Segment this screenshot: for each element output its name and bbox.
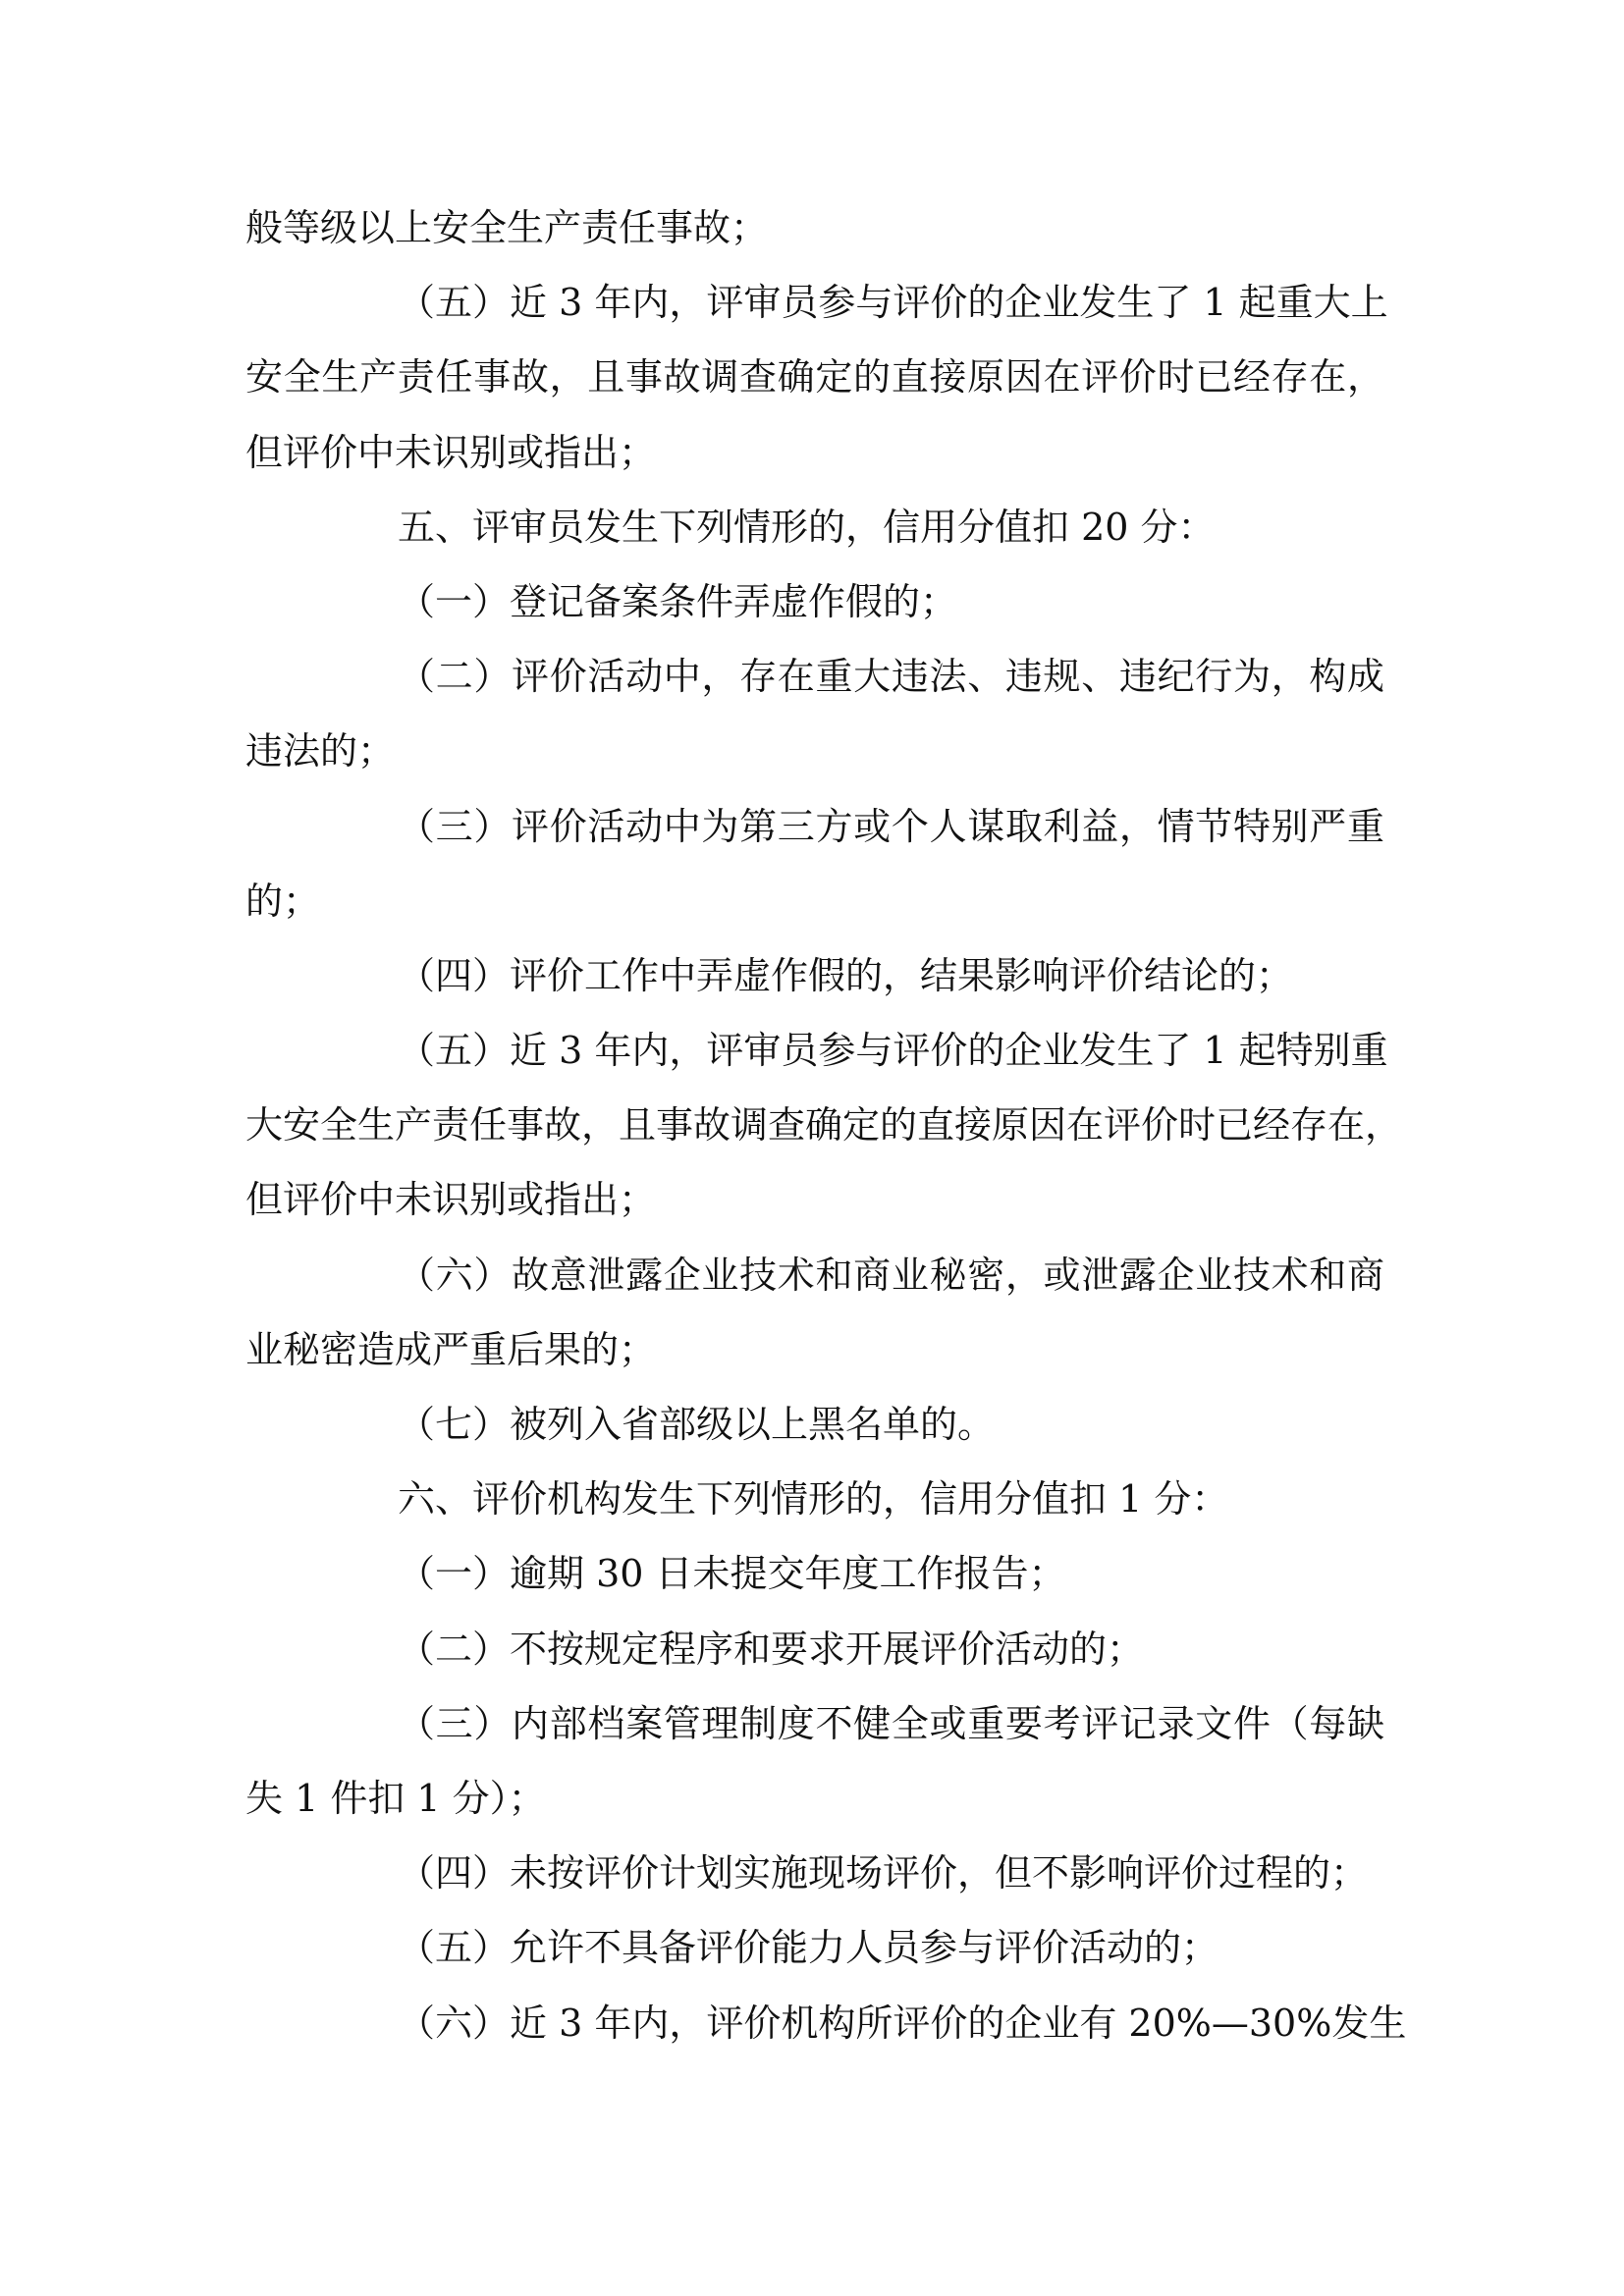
text-line: 但评价中未识别或指出；	[245, 1178, 657, 1222]
text-line: （二）不按规定程序和要求开展评价活动的；	[398, 1627, 1145, 1671]
text-line: （四）评价工作中弄虚作假的，结果影响评价结论的；	[398, 953, 1294, 997]
text-line: 六、评价机构发生下列情形的，信用分值扣 1 分：	[398, 1477, 1229, 1522]
text-line: （二）评价活动中，存在重大违法、违规、违纪行为，构成	[398, 655, 1384, 699]
text-line: 安全生产责任事故，且事故调查确定的直接原因在评价时已经存在，	[245, 355, 1384, 400]
text-line: （一）登记备案条件弄虚作假的；	[398, 579, 958, 623]
text-line: （五）允许不具备评价能力人员参与评价活动的；	[398, 1926, 1219, 1970]
document-body	[245, 190, 1407, 2060]
text-line: （六）近 3 年内，评价机构所评价的企业有 20%—30%发生	[398, 2001, 1407, 2045]
text-line: 失 1 件扣 1 分）；	[245, 1776, 546, 1820]
text-line: （六）故意泄露企业技术和商业秘密，或泄露企业技术和商	[398, 1253, 1384, 1297]
text-line: 的；	[245, 879, 321, 923]
text-line: （三）内部档案管理制度不健全或重要考评记录文件（每缺	[398, 1701, 1384, 1745]
text-line: （五）近 3 年内，评审员参与评价的企业发生了 1 起特别重	[398, 1029, 1388, 1073]
text-line: 违法的；	[245, 729, 396, 774]
text-line: 大安全生产责任事故，且事故调查确定的直接原因在评价时已经存在，	[245, 1103, 1403, 1148]
text-line: 但评价中未识别或指出；	[245, 430, 657, 474]
text-line: 五、评审员发生下列情形的，信用分值扣 20 分：	[398, 505, 1216, 549]
text-line: （三）评价活动中为第三方或个人谋取利益，情节特别严重	[398, 804, 1384, 848]
text-line: 业秘密造成严重后果的；	[245, 1327, 657, 1371]
text-line: （一）逾期 30 日未提交年度工作报告；	[398, 1552, 1066, 1596]
text-line: （四）未按评价计划实施现场评价，但不影响评价过程的；	[398, 1851, 1369, 1896]
text-line: （七）被列入省部级以上黑名单的。	[398, 1403, 996, 1446]
text-line: 般等级以上安全生产责任事故；	[245, 206, 769, 249]
text-line: （五）近 3 年内，评审员参与评价的企业发生了 1 起重大上	[398, 281, 1388, 325]
